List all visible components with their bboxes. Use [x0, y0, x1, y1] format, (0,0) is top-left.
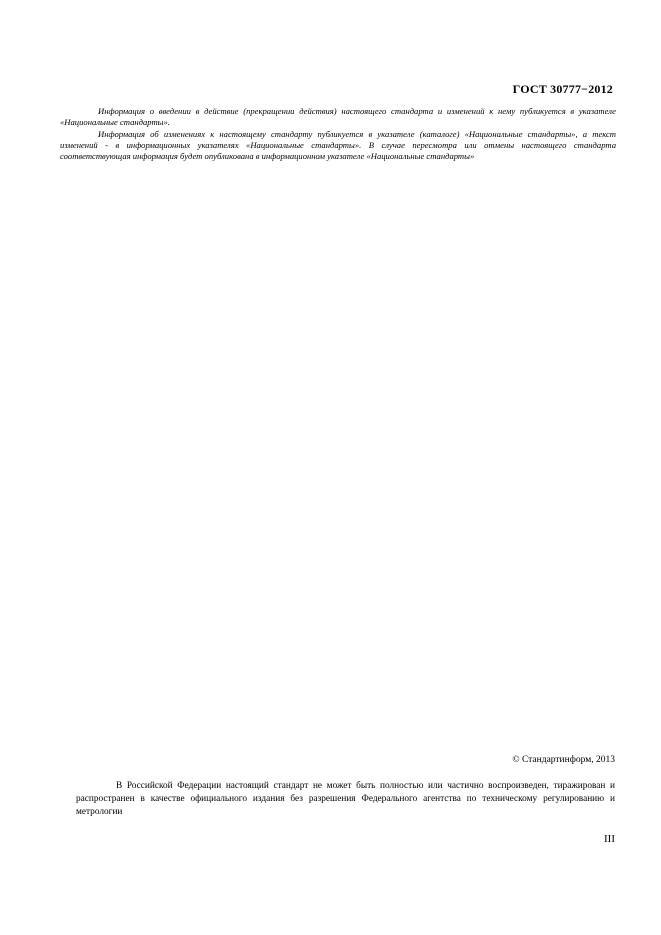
publication-notice [60, 106, 616, 162]
notice-paragraph-introduction: Информация о введении в действие (прекращении действия) настоящего стандарта и изменений к нему публикуется в указателе «Национальные стандарты». [60, 106, 616, 128]
copyright-line: © Стандартинформ, 2013 [512, 755, 615, 765]
notice-paragraph-changes: Информация об изменениях к настоящему стандарту публикуется в указателе (каталоге) «Национальные стандарты», а текст изменений - в информационных указателях «Национальные стандарты». В случае пересмотра или отмены настоящего стандарта соответствующая информация будет опубликована в информационном указателе «Национальные стандарты» [60, 128, 616, 162]
page-number: III [604, 833, 615, 845]
reproduction-restriction: В Российской Федерации настоящий стандарт не может быть полностью или частично воспроизведен, тиражирован и распространен в качестве официального издания без разрешения Федерального агентства по техническому регулированию и метрологии [76, 781, 615, 817]
document-code: ГОСТ 30777−2012 [512, 82, 613, 96]
